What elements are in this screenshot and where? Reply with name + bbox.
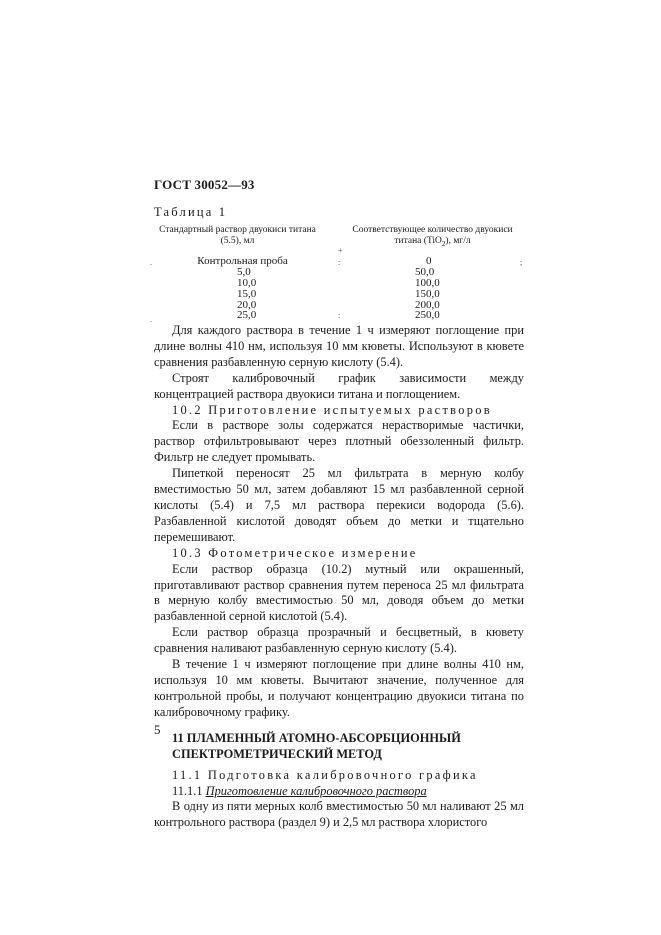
- column-header-amount-sub: 2: [441, 239, 446, 248]
- column-header-volume-line2: (5.5), мл: [220, 236, 255, 246]
- table-cell-volume: 10,0: [237, 276, 257, 289]
- table-cell-amount: 150,0: [415, 287, 440, 300]
- table-row: [150, 300, 530, 311]
- table-cell-amount: 100,0: [415, 276, 440, 289]
- section-heading-11: [154, 730, 524, 762]
- table-cell-volume: 15,0: [237, 287, 257, 300]
- column-header-volume-line1: Стандартный раствор двуокиси титана: [159, 225, 316, 235]
- table-cell-volume: 25,0: [237, 309, 257, 322]
- column-header-amount-post: ), мг/л: [445, 236, 471, 246]
- standard-designation: ГОСТ 30052—93: [154, 177, 255, 192]
- page-number: 5: [154, 722, 161, 737]
- table-rule-mark: .: [150, 258, 152, 267]
- paragraph: Для каждого раствора в течение 1 ч измеряют поглощение при длине волны 410 нм, используя 10 мм кюветы. Используют в кювете сравнения разбавленную серную кислоту (5.4).: [154, 323, 524, 369]
- table-rule-mark: :: [338, 311, 341, 320]
- section-heading-10-2: 10.2 Приготовление испытуемых растворов: [172, 402, 492, 417]
- table-row: [150, 310, 530, 321]
- section-number: 11.1.1: [172, 783, 206, 798]
- table-row: [150, 256, 530, 267]
- section-heading-10-3: 10.3 Фотометрическое измерение: [172, 545, 418, 560]
- table-row: [150, 289, 530, 300]
- table-title: Таблица 1: [154, 205, 228, 219]
- table-cell-volume: Контрольная проба: [197, 255, 288, 267]
- paragraph: Если раствор образца прозрачный и бесцветный, в кювету сравнения наливают разбавленную серную кислоту (5.4).: [154, 625, 524, 656]
- table-column-header-amount: [340, 225, 525, 250]
- paragraph: Строят калибровочный график зависимости между концентрацией раствора двуокиси титана и поглощением.: [154, 370, 524, 401]
- table-column-header-volume: [150, 225, 325, 247]
- section-heading-11-line1: 11 ПЛАМЕННЫЙ АТОМНО-АБСОРБЦИОННЫЙ: [172, 730, 461, 745]
- body-text: [154, 323, 524, 831]
- table-body: [150, 256, 530, 321]
- section-heading-11-1-1: [154, 784, 524, 800]
- table-cell-volume: 5,0: [237, 265, 251, 278]
- table-cell-amount: 200,0: [415, 298, 440, 311]
- subsection-title: Приготовление калибровочного раствора: [205, 783, 427, 798]
- paragraph: Если в растворе золы содержатся нерастворимые частички, раствор отфильтровывают через плотный обеззоленный фильтр. Фильтр не следует промывать.: [154, 418, 524, 465]
- table-rule-mark: :: [338, 258, 341, 267]
- paragraph: В одну из пяти мерных колб вместимостью 50 мл наливают 25 мл контрольного раствора (раздел 9) и 2,5 мл раствора хлористого: [154, 799, 524, 830]
- table-cell-volume: 20,0: [237, 298, 257, 311]
- paragraph: Пипеткой переносят 25 мл фильтрата в мерную колбу вместимостью 50 мл, затем добавляют 15 мл разбавленной серной кислоты (5.4) и 7,5 мл раствора перекиси водорода (5.6). Разбавленной кислотой доводят объем до метки и тщательно перемешивают.: [154, 466, 524, 544]
- table-cell-amount: 0: [426, 255, 432, 267]
- table-rule-mark: +: [338, 246, 343, 255]
- table-cell-amount: 250,0: [415, 309, 440, 322]
- table-cell-amount: 50,0: [415, 265, 435, 278]
- table-rule-mark: .: [150, 315, 152, 324]
- section-heading-11-1: 11.1 Подготовка калибровочного графика: [172, 767, 478, 782]
- paragraph: Если раствор образца (10.2) мутный или окрашенный, приготавливают раствор сравнения путем переноса 25 мл фильтрата в мерную колбу вместимостью 50 мл, доводя объем до метки разбавленной серной кислотой (5.4).: [154, 561, 524, 624]
- table-row: [150, 267, 530, 278]
- section-heading-11-line2: СПЕКТРОМЕТРИЧЕСКИЙ МЕТОД: [172, 746, 382, 761]
- paragraph: В течение 1 ч измеряют поглощение при длине волны 410 нм, используя 10 мм кюветы. Вычитают значение, полученное для контрольной пробы, и получают концентрацию двуокиси титана по калибровочному графику.: [154, 657, 524, 719]
- column-header-amount-line1: Соответствующее количество двуокиси: [352, 225, 513, 235]
- column-header-amount-line2: [340, 236, 525, 250]
- column-header-amount-pre: титана (TiO: [394, 236, 442, 246]
- table-row: [150, 278, 530, 289]
- table-rule-mark: ;: [520, 258, 523, 267]
